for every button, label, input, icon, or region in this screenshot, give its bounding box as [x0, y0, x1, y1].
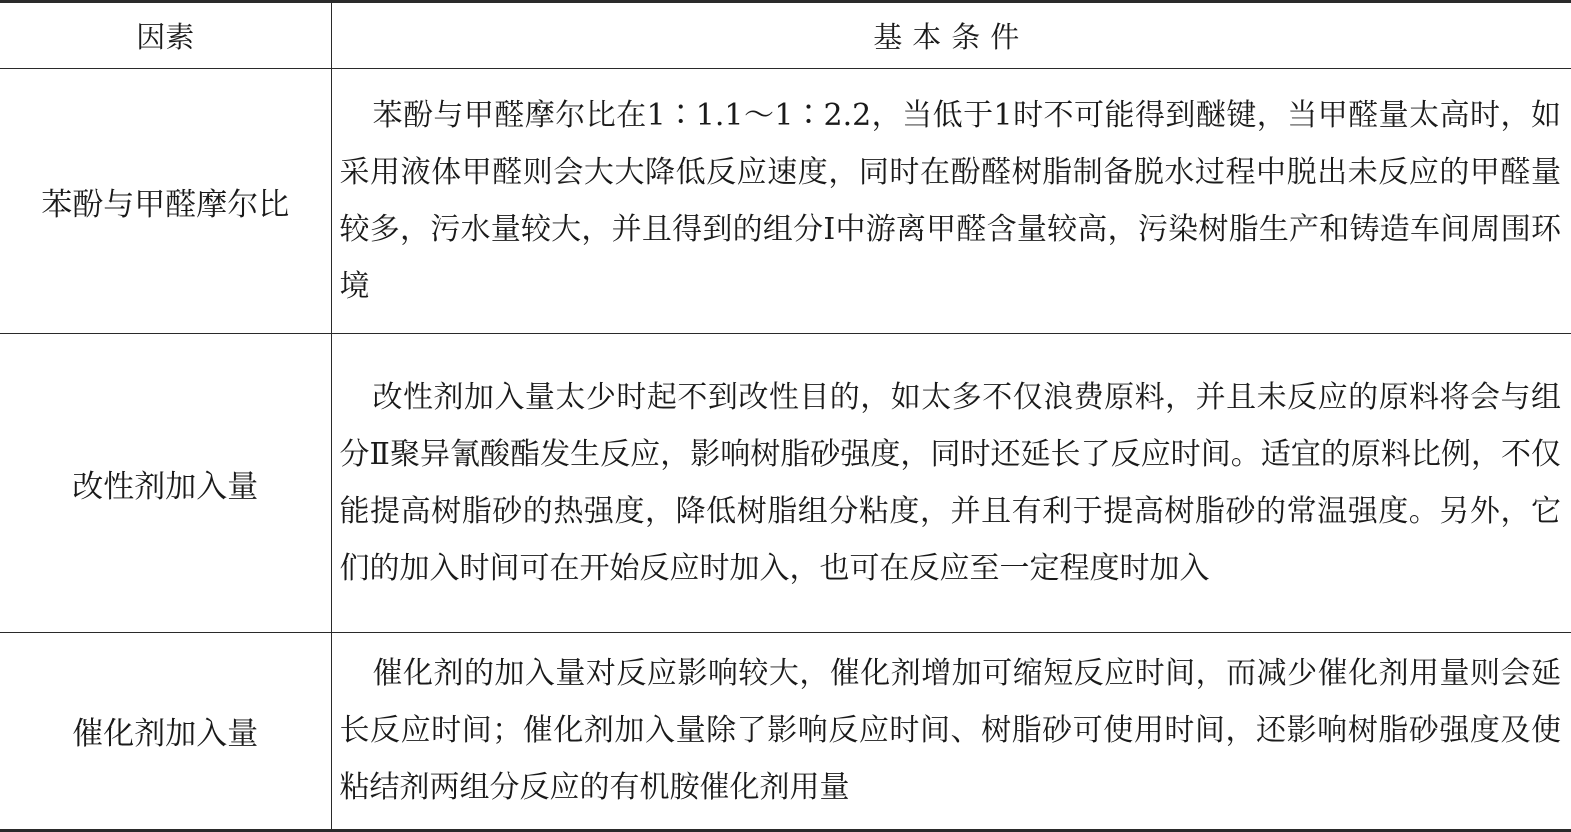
condition-cell: [331, 69, 1571, 334]
table-row: [0, 334, 1571, 632]
table-header: [0, 2, 1571, 69]
condition-text: 改性剂加入量太少时起不到改性目的，如太多不仅浪费原料，并且未反应的原料将会与组分Ⅱ聚异氰酸酯发生反应，影响树脂砂强度，同时还延长了反应时间。适宜的原料比例，不仅能提高树脂砂的热强度，降低树脂组分粘度，并且有利于提高树脂砂的常温强度。另外，它们的加入时间可在开始反应时加入，也可在反应至一定程度时加入: [339, 380, 1561, 587]
factor-cell: 催化剂加入量: [0, 632, 331, 830]
factor-cell: 苯酚与甲醛摩尔比: [0, 69, 331, 334]
condition-cell: [331, 334, 1571, 632]
condition-text: 催化剂的加入量对反应影响较大，催化剂增加可缩短反应时间，而减少催化剂用量则会延长反应时间；催化剂加入量除了影响反应时间、树脂砂可使用时间，还影响树脂砂强度及使粘结剂两组分反应的有机胺催化剂用量: [339, 656, 1561, 806]
header-condition: 基本条件: [331, 2, 1571, 69]
header-factor: 因素: [0, 2, 331, 69]
table-row: [0, 69, 1571, 334]
table-row: [0, 632, 1571, 830]
condition-text: 苯酚与甲醛摩尔比在1∶1.1～1∶2.2，当低于1时不可能得到醚键，当甲醛量太高时，如采用液体甲醛则会大大降低反应速度，同时在酚醛树脂制备脱水过程中脱出未反应的甲醛量较多，污水量较大，并且得到的组分Ⅰ中游离甲醛含量较高，污染树脂生产和铸造车间周围环境: [339, 98, 1561, 305]
table-body: [0, 69, 1571, 831]
header-row: [0, 2, 1571, 69]
factor-cell: 改性剂加入量: [0, 334, 331, 632]
condition-cell: [331, 632, 1571, 830]
